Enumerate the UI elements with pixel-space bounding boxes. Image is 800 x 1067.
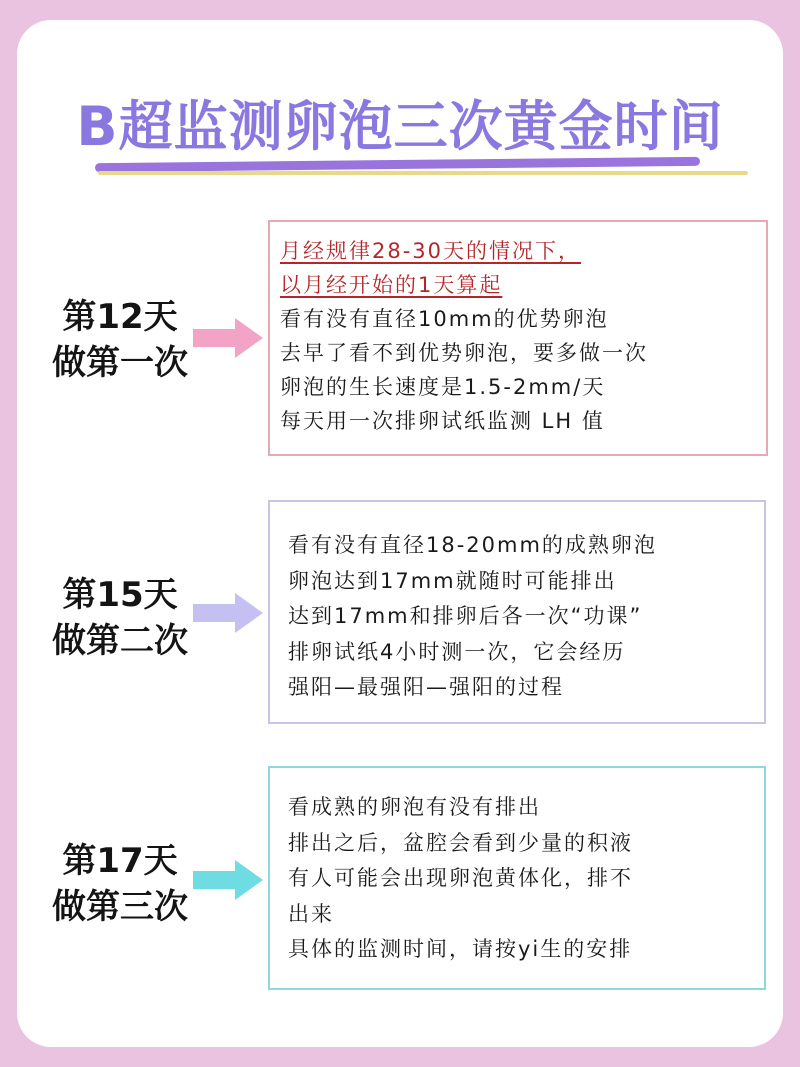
section-2-day [20, 572, 220, 664]
section-3-action-label: 做第三次 [52, 887, 188, 927]
title-block [0, 95, 800, 185]
title-underline [95, 157, 700, 172]
section-2-line: 排卵试纸4小时测一次，它会经历 [288, 639, 626, 664]
page-title: B超监测卵泡三次黄金时间 [76, 95, 724, 158]
title-underline-accent [98, 171, 748, 175]
section-2-action-label: 做第二次 [52, 621, 188, 661]
section-3-line: 具体的监测时间，请按yi生的安排 [288, 937, 633, 961]
section-2-line: 达到17mm和排卵后各一次“功课” [288, 604, 643, 628]
right-arrow-icon [193, 860, 263, 900]
section-1-highlight-line: 月经规律28-30天的情况下， [280, 239, 582, 263]
section-1-highlight-line: 以月经开始的1天算起 [280, 273, 503, 297]
section-3-line: 出来 [288, 901, 334, 926]
section-1-line: 卵泡的生长速度是1.5-2mm/天 [280, 375, 606, 399]
section-2-line: 强阳—最强阳—强阳的过程 [288, 675, 564, 699]
section-2-box [268, 500, 766, 724]
section-1-action-label: 做第一次 [52, 343, 188, 383]
section-1-day [20, 294, 220, 386]
section-3-line: 有人可能会出现卵泡黄体化，排不 [288, 866, 633, 890]
section-3-line: 看成熟的卵泡有没有排出 [288, 795, 541, 819]
section-1-line: 每天用一次排卵试纸监测 LH 值 [280, 409, 605, 433]
section-2-line: 卵泡达到17mm就随时可能排出 [288, 568, 617, 593]
section-1-day-label: 第12天 [62, 297, 178, 337]
section-3-day [20, 838, 220, 930]
section-2-day-label: 第15天 [62, 575, 178, 615]
right-arrow-icon [193, 593, 263, 633]
right-arrow-icon [193, 318, 263, 358]
section-1-box [268, 220, 768, 456]
section-3-day-label: 第17天 [62, 841, 178, 881]
section-1-line: 去早了看不到优势卵泡，要多做一次 [280, 341, 648, 365]
section-3-box [268, 766, 766, 990]
section-2-line: 看有没有直径18-20mm的成熟卵泡 [288, 533, 657, 557]
section-3-line: 排出之后，盆腔会看到少量的积液 [288, 830, 633, 855]
section-1-line: 看有没有直径10mm的优势卵泡 [280, 307, 609, 331]
